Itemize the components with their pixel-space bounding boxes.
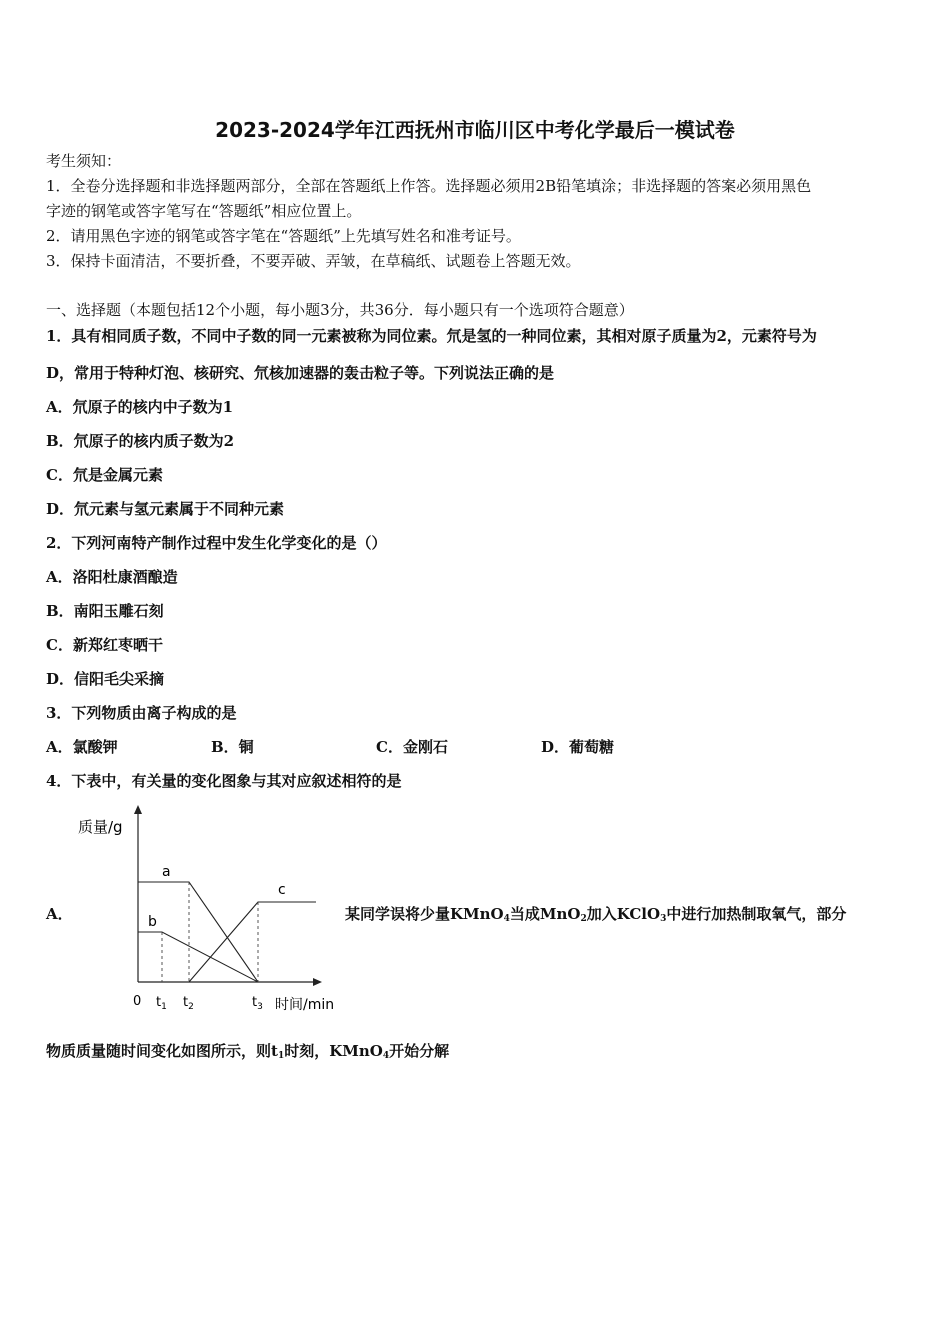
tick-label-t2: $t_2$ [183,995,194,1012]
notice-item-1-cont: 字迹的钢笔或答字笔写在“答题纸”相应位置上。 [46,202,362,220]
q3-option-a: A．氯酸钾 [46,738,118,756]
x-axis-label: 时间/min [275,997,335,1013]
q2-stem: 2．下列河南特产制作过程中发生化学变化的是（） [46,534,387,552]
q1-option-c: C．氘是金属元素 [46,466,163,484]
notice-heading: 考生须知： [46,152,122,170]
q2-option-c: C．新郑红枣晒干 [46,636,163,654]
q4-cont-3: 开始分解 [389,1042,450,1060]
q4-a-sub-3: 3 [660,914,667,924]
mass-time-graph [60,800,350,1018]
q4-cont-1: 物质质量随时间变化如图所示，则t [46,1042,278,1060]
q3-option-b: B．铜 [211,738,254,756]
q4-a-text-4: 中进行加热制取氧气，部分 [666,905,847,923]
q4-stem: 4．下表中，有关量的变化图象与其对应叙述相符的是 [46,772,402,790]
notice-item-3: 3．保持卡面清洁，不要折叠，不要弄破、弄皱，在草稿纸、试题卷上答题无效。 [46,252,581,270]
y-axis-label: 质量/g [78,818,123,836]
q1-option-a: A．氘原子的核内中子数为1 [46,398,234,416]
q4-option-a-text [345,903,846,930]
q3-option-c: C．金刚石 [376,738,448,756]
q4-option-a-cont [46,1040,449,1067]
tick-label-t1: $t_1$ [156,995,167,1012]
q1-option-d: D．氘元素与氢元素属于不同种元素 [46,500,285,518]
notice-item-1: 1．全卷分选择题和非选择题两部分，全部在答题纸上作答。选择题必须用2B铅笔填涂；非选择题的答案必须用黑色 [46,177,812,195]
q4-a-sub-2: 2 [580,914,587,924]
tick-label-t3: $t_3$ [252,995,263,1012]
q1-stem-line1: 1．具有相同质子数，不同中子数的同一元素被称为同位素。氘是氢的一种同位素，其相对原子质量为2，元素符号为 [46,327,817,345]
q2-option-b: B．南阳玉雕石刻 [46,602,164,620]
x-axis-arrow [313,978,322,986]
page-title: 2023-2024学年江西抚州市临川区中考化学最后一模试卷 [215,118,735,142]
q4-a-text-2: 当成MnO [509,905,581,923]
notice-item-2: 2．请用黑色字迹的钢笔或答字笔在“答题纸”上先填写姓名和准考证号。 [46,227,521,245]
q2-option-d: D．信阳毛尖采摘 [46,670,165,688]
q4-a-sub-4: 4 [503,914,510,924]
q4-a-text-1: 某同学误将少量KMnO [345,905,504,923]
series-line-b [138,932,258,982]
series-label-a: a [162,864,171,880]
tick-layer [156,882,263,1012]
q2-option-a: A．洛阳杜康酒酿造 [46,568,178,586]
q1-stem-line2: D，常用于特种灯泡、核研究、氘核加速器的轰击粒子等。下列说法正确的是 [46,364,555,382]
series-line-c [189,902,316,982]
series-label-c: c [278,882,286,898]
q4-a-text-3: 加入KClO [586,905,661,923]
series-label-b: b [148,914,157,930]
q1-option-b: B．氘原子的核内质子数为2 [46,432,235,450]
tick-origin: 0 [133,994,142,1009]
q4-cont-2: 时刻，KMnO [284,1042,383,1060]
q3-options [46,736,614,758]
y-axis-arrow [134,805,142,814]
q4-option-a-label: A． [46,905,73,923]
section-heading: 一、选择题（本题包括12个小题，每小题3分，共36分．每小题只有一个选项符合题意） [46,301,634,319]
q3-option-d: D．葡萄糖 [541,738,615,756]
q4-cont-sub-1: 1 [277,1051,285,1061]
q3-stem: 3．下列物质由离子构成的是 [46,704,237,722]
series-layer [138,864,316,982]
q4-cont-sub-4: 4 [382,1051,390,1061]
